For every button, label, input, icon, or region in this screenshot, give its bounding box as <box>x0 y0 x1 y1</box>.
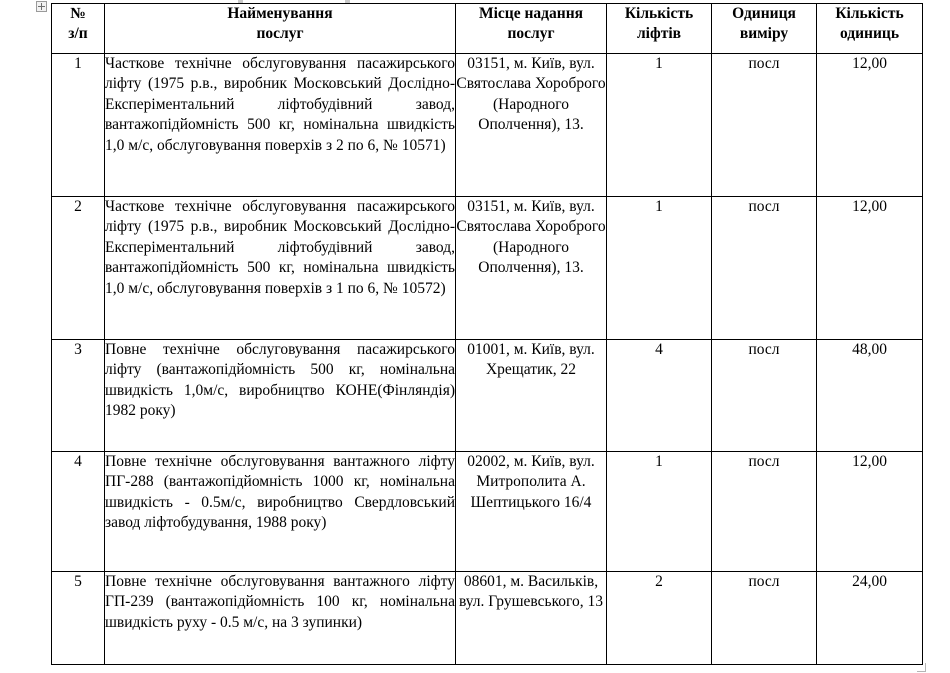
cell-lift-count: 1 <box>607 54 712 197</box>
services-table <box>51 3 923 665</box>
cell-quantity: 12,00 <box>817 54 923 197</box>
cell-service-name-text: Повне технічне обслуговування пасажирського ліфту (вантажопідйомність 500 кг, номінальна швидкість 1,0м/с, виробництво КОНЕ(Фінляндія) 1982 року) <box>105 341 455 420</box>
column-header-unit <box>712 4 817 54</box>
column-header-service-name <box>105 4 456 54</box>
table-row <box>52 197 923 340</box>
cell-unit: посл <box>712 340 817 452</box>
column-header-lift-count-line1: Кількість <box>624 5 694 22</box>
table-row <box>52 340 923 452</box>
cell-place: 08601, м. Васильків, вул. Грушевського, 13 <box>456 572 607 665</box>
column-header-unit-line1: Одиниця <box>732 5 796 22</box>
cell-lift-count: 2 <box>607 572 712 665</box>
cell-quantity: 48,00 <box>817 340 923 452</box>
cell-unit: посл <box>712 452 817 572</box>
cell-service-name <box>105 197 456 340</box>
column-header-quantity <box>817 4 923 54</box>
cell-unit: посл <box>712 197 817 340</box>
cell-number: 1 <box>52 54 105 197</box>
cell-place: 03151, м. Київ, вул. Святослава Хороброго (Народного Ополчення), 13. <box>456 54 607 197</box>
cell-place: 01001, м. Київ, вул. Хрещатик, 22 <box>456 340 607 452</box>
column-header-quantity-line1: Кількість <box>835 5 904 22</box>
cell-place: 03151, м. Київ, вул. Святослава Хороброго (Народного Ополчення), 13. <box>456 197 607 340</box>
cell-service-name-text: Часткове технічне обслуговування пасажирського ліфту (1975 р.в., виробник Московський Дослідно-Експеріментальний ліфтобудівний завод, вантажопідйомність 500 кг, номінальна швидкість 1,0 м/с, обслуговування поверхів з 2 по 6, № 10571) <box>105 55 455 154</box>
column-header-lift-count-line2: ліфтів <box>636 25 682 43</box>
cell-service-name <box>105 452 456 572</box>
cell-number: 2 <box>52 197 105 340</box>
column-header-number-line2: з/п <box>68 25 88 43</box>
table-header-row <box>52 4 923 54</box>
column-header-place <box>456 4 607 54</box>
cell-service-name-text: Часткове технічне обслуговування пасажирського ліфту (1975 р.в., виробник Московський Дослідно-Експеріментальний ліфтобудівний завод, вантажопідйомність 500 кг, номінальна швидкість 1,0 м/с, обслуговування поверхів з 1 по 6, № 10572) <box>105 198 455 297</box>
cell-quantity: 24,00 <box>817 572 923 665</box>
cell-service-name-text: Повне технічне обслуговування вантажного ліфту ПГ-288 (вантажопідйомність 1000 кг, номінальна швидкість - 0.5м/с, виробництво Свердловський завод ліфтобудування, 1988 року) <box>105 453 455 532</box>
column-header-service-name-line2: послуг <box>256 25 304 43</box>
cell-number: 4 <box>52 452 105 572</box>
cell-service-name <box>105 572 456 665</box>
table-row <box>52 54 923 197</box>
cell-number: 5 <box>52 572 105 665</box>
table-resize-handle-icon[interactable] <box>917 663 926 672</box>
table-move-handle-icon[interactable] <box>36 1 47 12</box>
column-header-place-line2: послуг <box>507 25 555 43</box>
column-header-unit-line2: виміру <box>739 25 789 43</box>
column-header-service-name-line1: Найменування <box>227 5 333 22</box>
cell-lift-count: 4 <box>607 340 712 452</box>
cell-service-name-text: Повне технічне обслуговування вантажного ліфту ГП-239 (вантажопідйомність 100 кг, номінальна швидкість руху - 0.5 м/с, на 3 зупинки) <box>105 573 455 631</box>
cell-place: 02002, м. Київ, вул. Митрополита А. Шептицького 16/4 <box>456 452 607 572</box>
cell-unit: посл <box>712 572 817 665</box>
column-header-number <box>52 4 105 54</box>
cell-quantity: 12,00 <box>817 197 923 340</box>
column-header-place-line1: Місце надання <box>478 5 584 22</box>
column-header-number-line1: № <box>70 5 86 22</box>
cell-lift-count: 1 <box>607 452 712 572</box>
cell-lift-count: 1 <box>607 197 712 340</box>
cell-number: 3 <box>52 340 105 452</box>
cell-service-name <box>105 340 456 452</box>
table-row <box>52 572 923 665</box>
table-row <box>52 452 923 572</box>
column-header-lift-count <box>607 4 712 54</box>
cell-unit: посл <box>712 54 817 197</box>
cell-quantity: 12,00 <box>817 452 923 572</box>
column-header-quantity-line2: одиниць <box>839 25 900 43</box>
cell-service-name <box>105 54 456 197</box>
